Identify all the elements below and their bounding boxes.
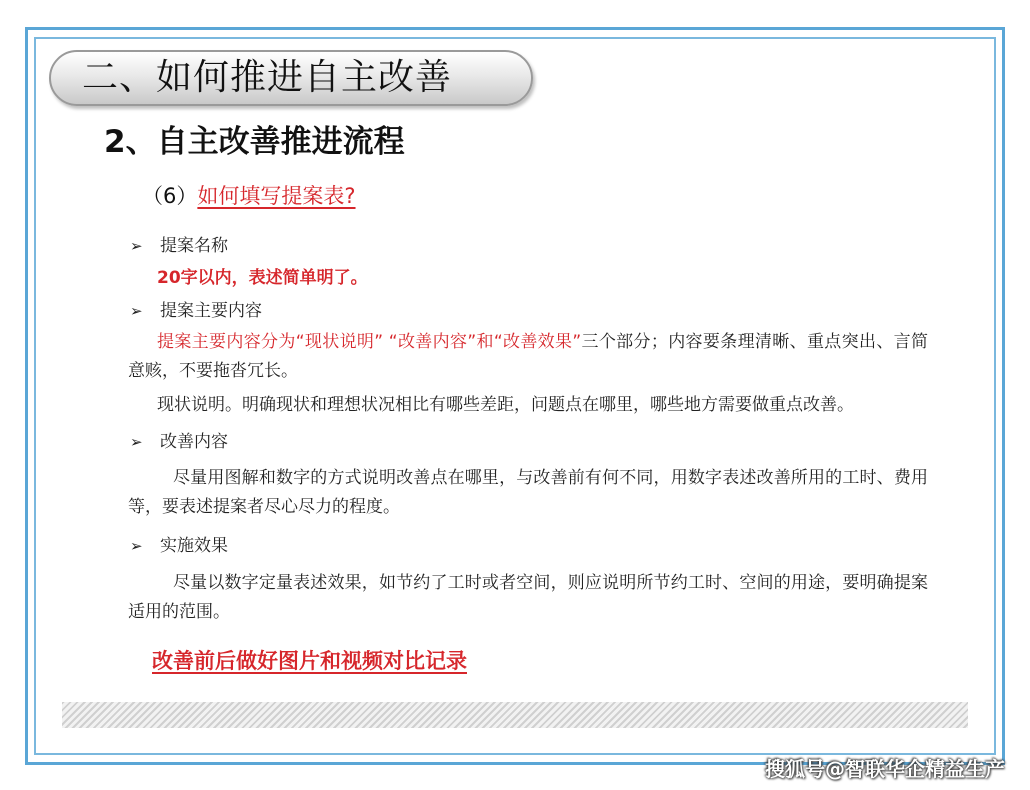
proposal-content-rest-text: 三个部分；内容要条理清晰、重点突出、言简意赅，不要拖沓冗长。 <box>128 332 929 381</box>
hatched-footer-bar <box>62 702 968 728</box>
question-heading <box>142 180 356 212</box>
section-title: 二、如何推进自主改善 <box>82 57 453 98</box>
arrow-bullet-icon: ➢ <box>130 237 143 255</box>
bullet-label: 实施效果 <box>160 536 228 556</box>
arrow-bullet-icon: ➢ <box>130 302 143 320</box>
subtitle: 2、自主改善推进流程 <box>104 124 405 160</box>
bullet-implementation-effect <box>130 532 228 560</box>
proposal-name-note: 20字以内，表述简单明了。 <box>157 268 368 288</box>
bullet-proposal-name <box>130 232 228 260</box>
footer-note: 改善前后做好图片和视频对比记录 <box>152 649 467 673</box>
arrow-bullet-icon: ➢ <box>130 537 143 555</box>
proposal-content-red-text: 提案主要内容分为“现状说明” “改善内容”和“改善效果” <box>157 332 582 352</box>
implementation-effect-paragraph: 尽量以数字定量表述效果，如节约了工时或者空间，则应说明所节约工时、空间的用途，要明确提案适用的范围。 <box>128 573 928 622</box>
question-number: （6） <box>142 184 198 208</box>
bullet-label: 提案主要内容 <box>160 301 262 321</box>
question-text: 如何填写提案表? <box>197 184 356 208</box>
watermark: 搜狐号@智联华企精益生产 <box>765 757 1005 781</box>
bullet-label: 提案名称 <box>160 236 228 256</box>
arrow-bullet-icon: ➢ <box>130 433 143 451</box>
improvement-content-paragraph: 尽量用图解和数字的方式说明改善点在哪里，与改善前有何不同，用数字表述改善所用的工时、费用等，要表述提案者尽心尽力的程度。 <box>128 468 928 517</box>
bullet-label: 改善内容 <box>160 432 228 452</box>
status-description-paragraph: 现状说明。明确现状和理想状况相比有哪些差距，问题点在哪里，哪些地方需要做重点改善。 <box>157 395 854 415</box>
bullet-improvement-content <box>130 428 228 456</box>
proposal-content-paragraph <box>128 328 928 386</box>
bullet-proposal-content <box>130 297 262 325</box>
